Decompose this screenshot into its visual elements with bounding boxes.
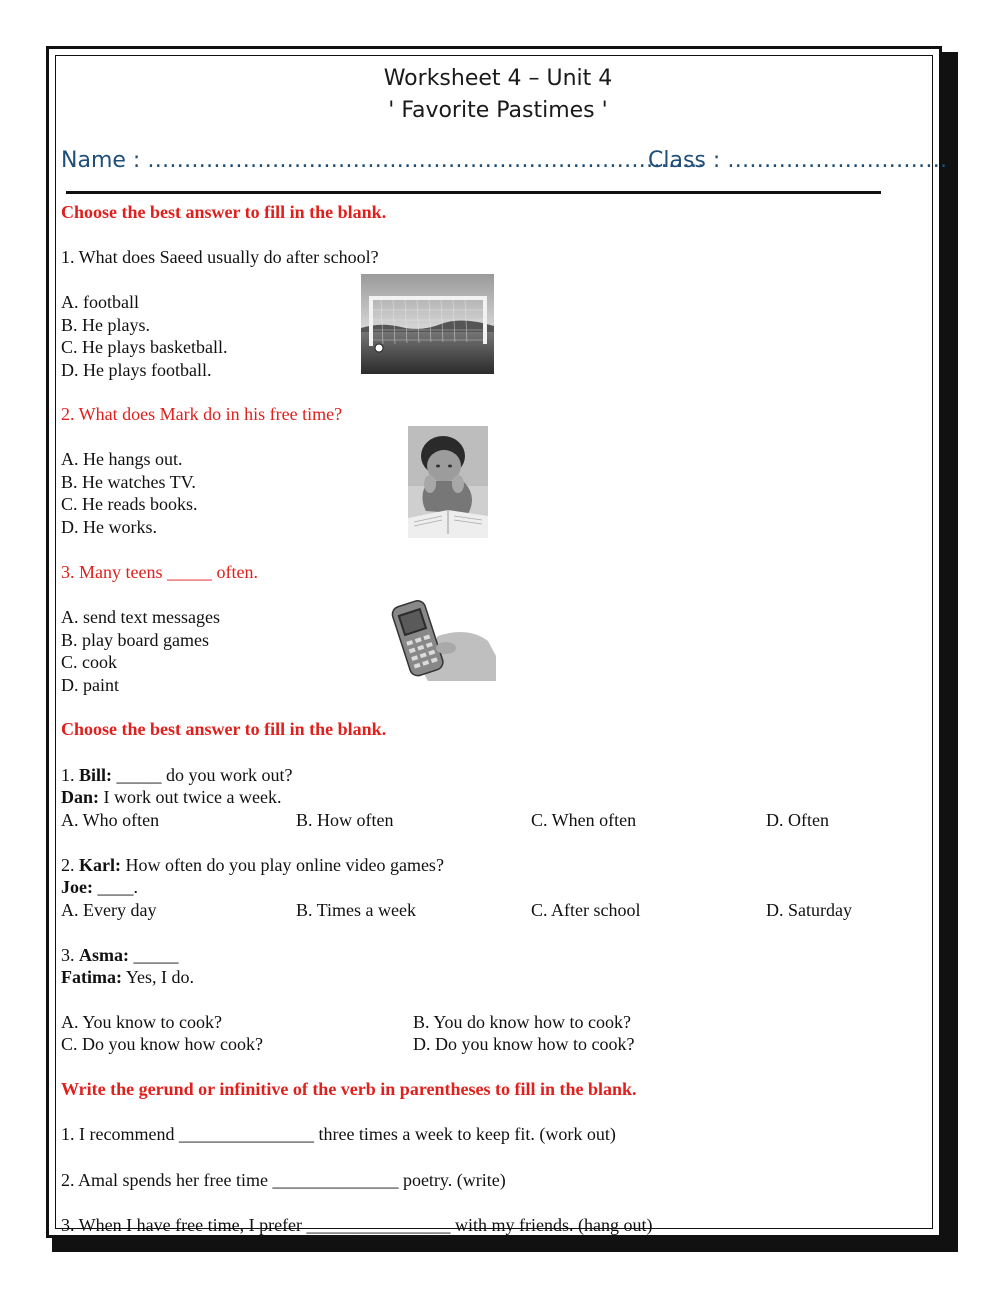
- s2-q2-option-c: C. After school: [531, 900, 641, 920]
- s1-q2-option-b: B. He watches TV.: [61, 472, 196, 492]
- s2-q2-line2: Joe: ____.: [61, 877, 138, 897]
- s2-q1-option-b: B. How often: [296, 810, 394, 830]
- s1-q3-option-a: A. send text messages: [61, 607, 220, 627]
- header-divider: [66, 191, 881, 194]
- s2-q1-option-d: D. Often: [766, 810, 829, 830]
- s3-item-3: 3. When I have free time, I prefer ________________ with my friends. (hang out): [61, 1215, 653, 1235]
- s2-q1-line1: 1. Bill: _____ do you work out?: [61, 765, 293, 785]
- s1-q2-option-c: C. He reads books.: [61, 494, 198, 514]
- s1-q1-option-b: B. He plays.: [61, 315, 150, 335]
- section2-instruction: Choose the best answer to fill in the blank.: [61, 719, 387, 739]
- s1-q2-option-a: A. He hangs out.: [61, 449, 183, 469]
- worksheet-subtitle: ' Favorite Pastimes ': [388, 98, 608, 123]
- soccer-goal-image: [361, 274, 494, 374]
- s1-q1-question: 1. What does Saeed usually do after school?: [61, 247, 379, 267]
- s1-q3-option-d: D. paint: [61, 675, 119, 695]
- s2-q1-option-a: A. Who often: [61, 810, 160, 830]
- class-field: Class : …………………………: [648, 148, 948, 173]
- s2-q1-line2: Dan: I work out twice a week.: [61, 787, 282, 807]
- s2-q3-option-a: A. You know to cook?: [61, 1012, 223, 1032]
- name-field: Name : ………………………………………………………………….: [61, 148, 705, 173]
- s2-q2-option-d: D. Saturday: [766, 900, 852, 920]
- s2-q2-option-a: A. Every day: [61, 900, 157, 920]
- s1-q3-option-c: C. cook: [61, 652, 117, 672]
- section1-instruction: Choose the best answer to fill in the blank.: [61, 202, 387, 222]
- boy-reading-image: [408, 426, 488, 538]
- s1-q2-option-d: D. He works.: [61, 517, 157, 537]
- s2-q3-line1: 3. Asma: _____: [61, 945, 179, 965]
- worksheet-frame: [46, 46, 948, 1238]
- s2-q3-line2: Fatima: Yes, I do.: [61, 967, 195, 987]
- s1-q2-question: 2. What does Mark do in his free time?: [61, 404, 343, 424]
- s2-q1-option-c: C. When often: [531, 810, 637, 830]
- s2-q3-option-d: D. Do you know how to cook?: [413, 1034, 635, 1054]
- s1-q3-option-b: B. play board games: [61, 630, 209, 650]
- s2-q2-option-b: B. Times a week: [296, 900, 417, 920]
- s2-q3-option-b: B. You do know how to cook?: [413, 1012, 632, 1032]
- s3-item-1: 1. I recommend _______________ three times a week to keep fit. (work out): [61, 1124, 616, 1144]
- s1-q3-question: 3. Many teens _____ often.: [61, 562, 258, 582]
- s1-q1-option-c: C. He plays basketball.: [61, 337, 228, 357]
- s1-q1-option-a: A. football: [61, 292, 139, 312]
- s1-q1-option-d: D. He plays football.: [61, 360, 212, 380]
- s2-q2-line1: 2. Karl: How often do you play online video games?: [61, 855, 444, 875]
- section3-instruction: Write the gerund or infinitive of the verb in parentheses to fill in the blank.: [61, 1079, 637, 1099]
- cell-phone-image: [388, 596, 496, 681]
- s2-q3-option-c: C. Do you know how cook?: [61, 1034, 263, 1054]
- s3-item-2: 2. Amal spends her free time ______________ poetry. (write): [61, 1170, 506, 1190]
- worksheet-inner-border: [55, 55, 948, 1235]
- worksheet-title: Worksheet 4 – Unit 4: [383, 66, 613, 91]
